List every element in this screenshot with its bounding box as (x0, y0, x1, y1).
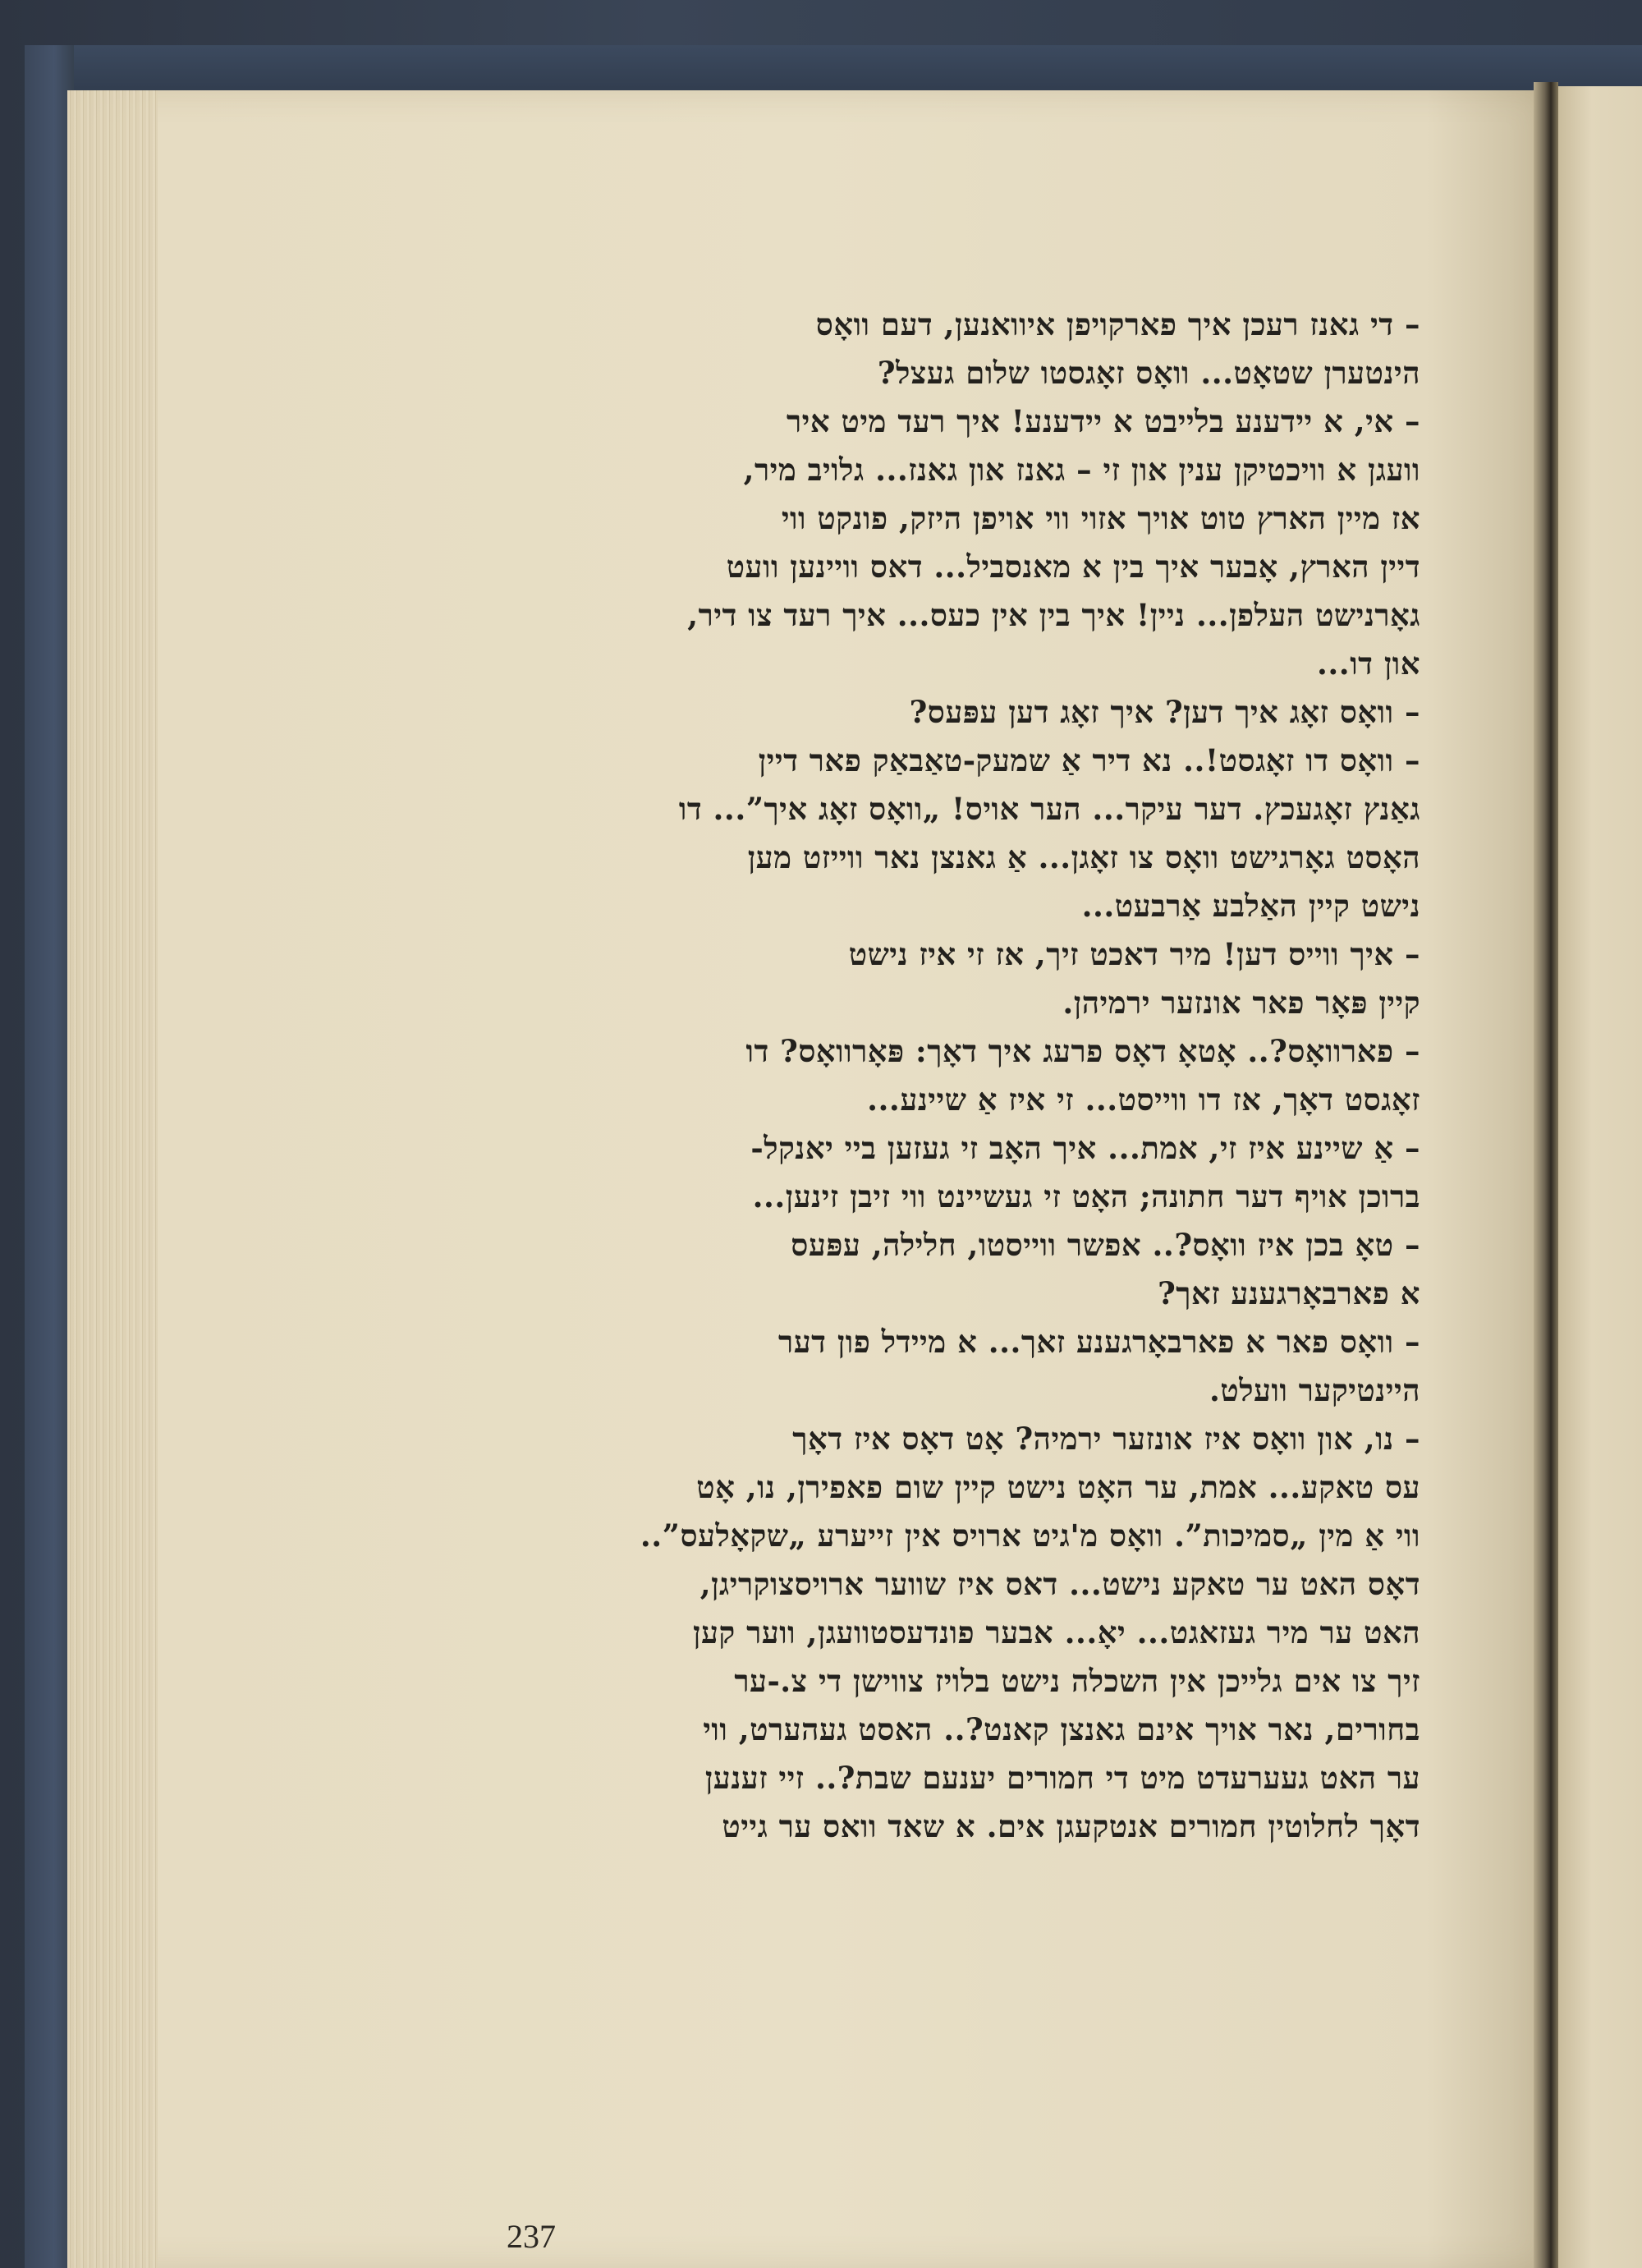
page-stack-edges (67, 90, 158, 2268)
paragraph-2: – אי, א יידענע בלייבט א יידענע! איך רעד מיט איר וועגן א וויכטיקן ענין און זי – גאנז און גאנז... גלויב מיר, אז מיין הארץ טוט אויך אזוי ווי אויפן היזק, פונקט ווי דיין הארץ, אָבער איך בין א מאנסביל... דאס וויינען וועט גאָרנישט העלפן... ניין! איך בין אין כעס... איך רעד צו דיר, און דו... (687, 403, 1420, 682)
paragraph-4: – וואָס דו זאָגסט!.. נא דיר אַ שמעק-טאַבאַק פאר דיין גאַנץ זאָגעכץ. דער עיקר... הער אויס! „וואָס זאָג איך”... דו האָסט גאָרגישט וואָס צו זאָגן... אַ גאנצן נאר ווייזט מען נישט קיין האַלבע אַרבעט... (678, 742, 1420, 924)
facing-page-edge (1558, 86, 1642, 2268)
paragraph-10: – נו, און וואָס איז אונזער ירמיה? אָט דאָס איז דאָך עס טאקע... אמת, ער האָט נישט קיין שום פאפירן, נו, אָט ווי אַ מין „סמיכות”. וואָס מ'גיט ארויס אין זייערע „שקאָלעס”.. דאָס האט ער טאקע נישט... דאס איז שווער ארויסצוקריגן, האט ער מיר געזאגט... יאָ... אבער פונדעסטוועגן, ווער קען זיך צו אים גלייכן אין השכלה נישט בלויז צווישן די צ.-ער בחורים, נאר אויך אינם גאנצן קאנט?.. האסט געהערט, ווי ער האט געערעדט מיט די חמורים יענעם שבת?.. זיי זענען דאָך לחלוטין חמורים אנטקעגן אים. א שאד וואס ער גייט (640, 1421, 1420, 1844)
page-number: 237 (507, 2218, 556, 2255)
book-gutter (1534, 82, 1558, 2268)
paragraph-5: – איך ווייס דען! מיר דאכט זיך, אז זי איז נישט קיין פּאָר פאר אונזער ירמיהן. (848, 936, 1420, 1021)
paragraph-6: – פארוואָס?.. אָטאָ דאָס פרעג איך דאָך: פּאָרוואָס? דו זאָגסט דאָך, אז דו ווייסט... זי איז אַ שיינע... (745, 1033, 1420, 1118)
paragraph-9: – וואָס פאר א פארבאָרגענע זאך... א מיידל פון דער היינטיקער וועלט. (778, 1324, 1420, 1408)
book-cover-left-edge (25, 45, 74, 2268)
paragraph-8: – טאָ בכן איז וואָס?.. אפשר ווייסטו, חלילה, עפּעס א פארבאָרגענע זאך? (791, 1227, 1420, 1311)
paragraph-3: – וואָס זאָג איך דען? איך זאָג דען עפּעס? (909, 694, 1420, 730)
paragraph-7: – אַ שיינע איז זי, אמת... איך האָב זי געזען ביי יאנקל- ברוכן אויף דער חתונה; האָט זי געשיינט ווי זיבן זינען... (750, 1130, 1420, 1214)
paragraph-1: – די גאנז רעכן איך פארקויפן איוואנען, דעם וואָס הינטערן שטאָט... וואָס זאָגסטו שלום געצל? (815, 306, 1420, 391)
page-text (456, 301, 1420, 1851)
